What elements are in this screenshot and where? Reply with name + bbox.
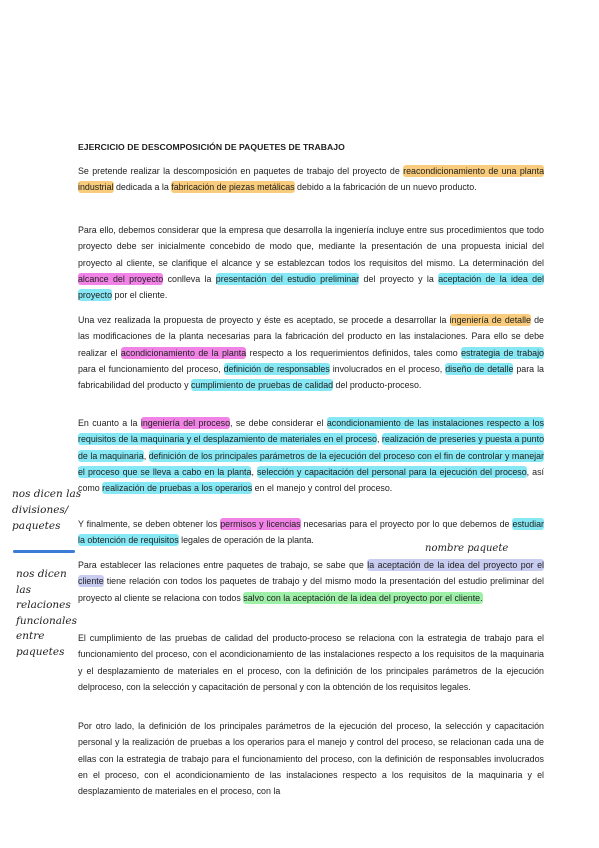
- highlighted-text: selección y capacitación del personal para la ejecución del proceso: [256, 466, 527, 477]
- note-line: nos dicen las: [12, 488, 82, 500]
- paragraph-text: en el manejo y control del proceso.: [252, 483, 393, 494]
- paragraph-text: Una vez realizada la propuesta de proyecto y éste es aceptado, se procede a desarrollar la: [78, 315, 450, 325]
- paragraph-text: El cumplimiento de las pruebas de calidad del producto-proceso se relaciona con la estrategia de trabajo para el funcionamiento del proceso, con el acondicionamiento de las instalaciones respecto a los requisitos de la maquinaria y el desplazamiento de materiales en el proceso, con la definición de los principales parámetros de la ejecución delproceso, con la selección y capacitación de personal y con la obtención de los requisitos legales.: [78, 633, 544, 692]
- note-line: paquetes: [16, 645, 65, 658]
- note-line: divisiones/: [12, 504, 69, 516]
- paragraph-2: [78, 222, 544, 303]
- paragraph-text: respecto a los requerimientos definidos, tales como: [246, 347, 462, 358]
- note-line: funcionales: [16, 614, 77, 627]
- paragraph-text: de las modificaciones de la planta necesarias para la fabricación del producto en las instalaciones. Para ello se debe realizar el: [78, 315, 544, 358]
- paragraph-text: tiene relación con todos los paquetes de trabajo y del mismo modo la presentación del estudio preliminar del proyecto al cliente se relaciona con todos: [78, 576, 544, 603]
- paragraph-7: [78, 630, 544, 695]
- highlighted-text: aceptación de la idea del proyecto: [78, 273, 544, 301]
- paragraph-text: legales de operación de la planta.: [178, 535, 314, 546]
- highlighted-text: presentación del estudio preliminar: [215, 273, 360, 284]
- paragraph-text: necesarias para el proyecto por lo que debemos de: [300, 519, 513, 529]
- paragraph-text: ,: [251, 466, 257, 477]
- handwritten-note-relations: [16, 567, 77, 660]
- paragraph-text: involucrados en el proceso,: [329, 363, 446, 374]
- highlighted-text: realización de pruebas a los operarios: [102, 483, 253, 494]
- note-line: paquetes: [12, 520, 61, 532]
- highlighted-text: cumplimiento de pruebas de calidad: [190, 380, 334, 391]
- paragraph-text: conlleva la: [163, 273, 216, 284]
- paragraph-text: Y finalmente, se deben obtener los: [78, 519, 221, 529]
- paragraph-text: , así como: [78, 466, 544, 494]
- highlighted-text: fabricación de piezas metálicas: [171, 182, 295, 193]
- paragraph-text: para el funcionamiento del proceso,: [78, 363, 224, 374]
- highlighted-text: definición de los principales parámetros de la ejecución del proceso con el fin de controlar y manejar el proceso que se lleva a cabo en la planta: [78, 450, 544, 477]
- highlighted-text: reacondicionamiento de una planta industrial: [78, 166, 545, 193]
- note-line: relaciones: [16, 599, 71, 611]
- paragraph-text: del producto-proceso.: [333, 380, 422, 391]
- highlighted-text: estrategia de trabajo: [461, 347, 544, 358]
- handwritten-note-package-name: nombre paquete: [425, 543, 509, 554]
- note-line: las: [16, 583, 32, 596]
- highlighted-text: ingeniería del proceso: [140, 418, 231, 428]
- paragraph-text: por el cliente.: [112, 290, 168, 301]
- paragraph-text: Para establecer las relaciones entre paquetes de trabajo, se sabe que: [78, 560, 368, 570]
- paragraph-text: Para ello, debemos considerar que la empresa que desarrolla la ingeniería incluye entre sus procedimientos que todo proyecto debe ser inicialmente concebido de modo que, mediante la presentación de una propuesta inicial del proyecto al cliente, se clarifique el alcance y se establezcan todos los requisitos del mismo. La determinación del: [78, 225, 544, 268]
- paragraph-text: Por otro lado, la definición de los principales parámetros de la ejecución del proceso, la selección y capacitación personal y la realización de pruebas a los operarios para el manejo y control del proceso, se relacionan cada una de ellas con la estrategia de trabajo para el funcionamiento del proceso, con la definición de responsables involucrados en el proceso, con el acondicionamiento de las instalaciones respecto a los requisitos de la maquinaria y el desplazamiento de materiales en el proceso, con la: [78, 721, 544, 797]
- paragraph-text: para la fabricabilidad del producto y: [78, 363, 544, 391]
- paragraph-text: del proyecto y la: [359, 273, 439, 284]
- paragraph-1: [78, 163, 544, 196]
- paragraph-6: [78, 557, 544, 606]
- highlighted-text: definición de responsables: [223, 363, 330, 374]
- highlighted-text: la aceptación de la idea del proyecto por el cliente: [78, 560, 544, 587]
- highlighted-text: acondicionamiento de la planta: [120, 347, 247, 358]
- paragraph-4: [78, 415, 544, 496]
- paragraph-text: ,: [143, 450, 149, 461]
- paragraph-3: [78, 312, 544, 393]
- highlighted-text: diseño de detalle: [445, 363, 514, 374]
- highlighted-text: acondicionamiento de las instalaciones respecto a los requisitos de la maquinaria y el desplazamiento de materiales en el proceso: [78, 418, 544, 445]
- note-line: entre: [16, 630, 45, 642]
- paragraph-text: En cuanto a la: [78, 418, 141, 428]
- highlighted-text: permisos y licencias: [220, 519, 301, 529]
- highlighted-text: salvo con la aceptación de la idea del proyecto por el cliente.: [243, 592, 483, 603]
- document-title: EJERCICIO DE DESCOMPOSICIÓN DE PAQUETES DE TRABAJO: [78, 142, 345, 152]
- blue-divider-line: [13, 550, 75, 553]
- paragraph-text: dedicada a la: [113, 182, 172, 193]
- note-line: nos dicen: [16, 568, 67, 580]
- highlighted-text: alcance del proyecto: [78, 273, 164, 284]
- paragraph-text: ,: [376, 434, 382, 445]
- handwritten-note-divisions: [12, 486, 81, 534]
- highlighted-text: realización de preseries y puesta a punto de la maquinaria: [78, 434, 544, 461]
- highlighted-text: estudiar la obtención de requisitos: [78, 519, 545, 546]
- paragraph-8: [78, 718, 544, 799]
- highlighted-text: ingeniería de detalle: [449, 315, 531, 325]
- paragraph-text: , se debe considerar el: [230, 418, 327, 428]
- paragraph-text: Se pretende realizar la descomposición en paquetes de trabajo del proyecto de: [78, 166, 404, 176]
- paragraph-text: debido a la fabricación de un nuevo producto.: [294, 182, 477, 193]
